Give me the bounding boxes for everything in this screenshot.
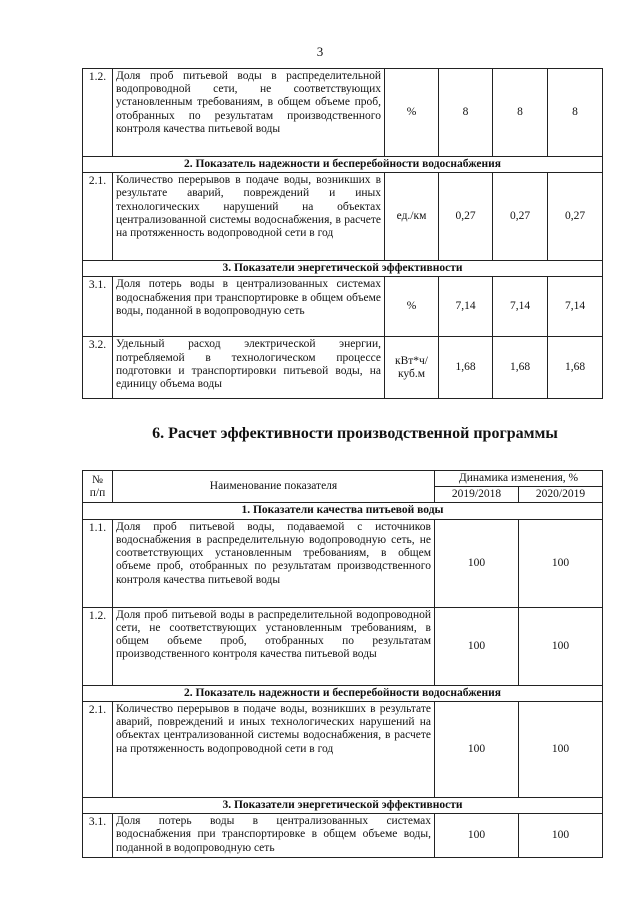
value-cell: 100 bbox=[519, 814, 603, 858]
indicator-name: Количество перерывов в подаче воды, возникших в результате аварий, повреждений и иных технологических нарушений на объектах централизованной системы водоснабжения, в расчете на протяженность водопроводной сети в год bbox=[113, 173, 385, 261]
section-row bbox=[83, 685, 603, 701]
table-row bbox=[83, 701, 603, 797]
section-title: 2. Показатель надежности и бесперебойности водоснабжения bbox=[83, 157, 603, 173]
value-cell: 0,27 bbox=[439, 173, 493, 261]
indicator-name: Доля проб питьевой воды в распределительной водопроводной сети, не соответствующих установленным требованиям, в общем объеме проб, отобранных по результатам производственного контроля качества питьевой воды bbox=[113, 69, 385, 157]
col-header-name: Наименование показателя bbox=[113, 471, 435, 503]
table-row bbox=[83, 519, 603, 607]
unit-cell: % bbox=[385, 69, 439, 157]
col-header-year: 2020/2019 bbox=[519, 487, 603, 503]
value-cell: 8 bbox=[439, 69, 493, 157]
page-number: 3 bbox=[316, 44, 324, 59]
value-cell: 1,68 bbox=[439, 337, 493, 399]
section-row bbox=[83, 503, 603, 519]
section-title: 3. Показатели энергетической эффективности bbox=[83, 797, 603, 813]
value-cell: 100 bbox=[519, 519, 603, 607]
value-cell: 7,14 bbox=[548, 277, 603, 337]
col-header-year: 2019/2018 bbox=[435, 487, 519, 503]
value-cell: 100 bbox=[435, 814, 519, 858]
value-cell: 0,27 bbox=[548, 173, 603, 261]
table-row bbox=[83, 277, 603, 337]
table-row bbox=[83, 607, 603, 685]
row-number: 1.1. bbox=[83, 519, 113, 607]
section-heading: 6. Расчет эффективности производственной программы bbox=[152, 425, 558, 442]
row-number: 1.2. bbox=[83, 607, 113, 685]
value-cell: 0,27 bbox=[493, 173, 548, 261]
efficiency-table bbox=[82, 470, 603, 858]
value-cell: 8 bbox=[548, 69, 603, 157]
unit-cell: % bbox=[385, 277, 439, 337]
section-title: 1. Показатели качества питьевой воды bbox=[83, 503, 603, 519]
table-row bbox=[83, 337, 603, 399]
row-number: 1.2. bbox=[83, 69, 113, 157]
col-header-num: № п/п bbox=[83, 471, 113, 503]
value-cell: 100 bbox=[519, 607, 603, 685]
value-cell: 1,68 bbox=[548, 337, 603, 399]
unit-cell: ед./км bbox=[385, 173, 439, 261]
section-row bbox=[83, 261, 603, 277]
table-row bbox=[83, 173, 603, 261]
table-row bbox=[83, 814, 603, 858]
indicator-name: Количество перерывов в подаче воды, возникших в результате аварий, повреждений и иных технологических нарушений на объектах централизованной системы водоснабжения, в расчете на протяженность водопроводной сети в год bbox=[113, 701, 435, 797]
col-header-dynamics: Динамика изменения, % bbox=[435, 471, 603, 487]
value-cell: 7,14 bbox=[439, 277, 493, 337]
value-cell: 1,68 bbox=[493, 337, 548, 399]
row-number: 2.1. bbox=[83, 173, 113, 261]
row-number: 2.1. bbox=[83, 701, 113, 797]
section-row bbox=[83, 157, 603, 173]
indicator-name: Удельный расход электрической энергии, потребляемой в технологическом процессе подготовки и транспортировки питьевой воды, на единицу объема воды bbox=[113, 337, 385, 399]
value-cell: 7,14 bbox=[493, 277, 548, 337]
header-row bbox=[83, 471, 603, 487]
row-number: 3.2. bbox=[83, 337, 113, 399]
indicator-name: Доля потерь воды в централизованных системах водоснабжения при транспортировке в общем объеме воды, поданной в водопроводную сеть bbox=[113, 814, 435, 858]
value-cell: 100 bbox=[435, 701, 519, 797]
table-row bbox=[83, 69, 603, 157]
value-cell: 100 bbox=[435, 519, 519, 607]
section-title: 2. Показатель надежности и бесперебойности водоснабжения bbox=[83, 685, 603, 701]
indicator-name: Доля потерь воды в централизованных системах водоснабжения при транспортировке в общем объеме воды, поданной в водопроводную сеть bbox=[113, 277, 385, 337]
section-title: 3. Показатели энергетической эффективности bbox=[83, 261, 603, 277]
section-row bbox=[83, 797, 603, 813]
value-cell: 100 bbox=[519, 701, 603, 797]
unit-cell: кВт*ч/куб.м bbox=[385, 337, 439, 399]
row-number: 3.1. bbox=[83, 277, 113, 337]
value-cell: 8 bbox=[493, 69, 548, 157]
value-cell: 100 bbox=[435, 607, 519, 685]
indicators-table bbox=[82, 68, 603, 399]
indicator-name: Доля проб питьевой воды в распределительной водопроводной сети, не соответствующих установленным требованиям, в общем объеме проб, отобранных по результатам производственного контроля качества питьевой воды bbox=[113, 607, 435, 685]
indicator-name: Доля проб питьевой воды, подаваемой с источников водоснабжения в распределительную водопроводную сеть, не соответствующих установленным требованиям, в общем объеме проб, отобранных по результатам производственного контроля качества питьевой воды bbox=[113, 519, 435, 607]
row-number: 3.1. bbox=[83, 814, 113, 858]
